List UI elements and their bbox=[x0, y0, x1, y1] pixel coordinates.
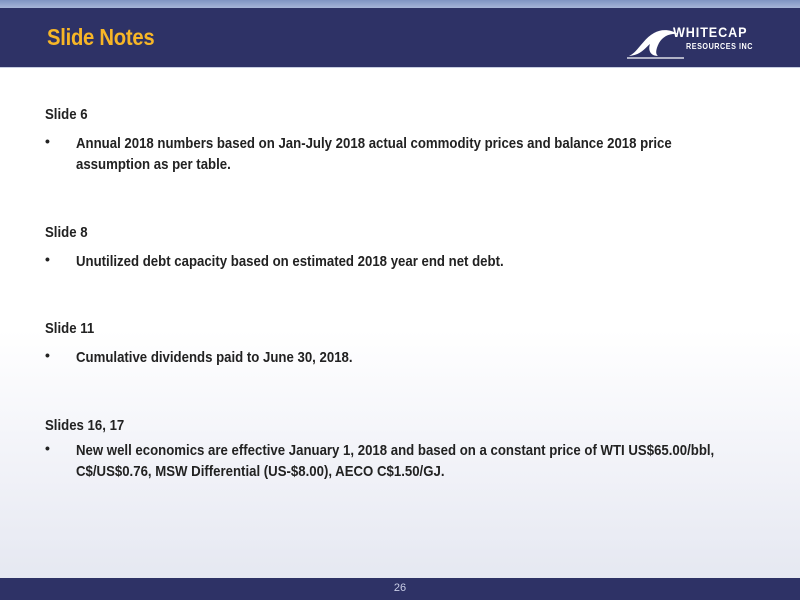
header-band bbox=[0, 8, 800, 68]
note-bullet-slides-16-17 bbox=[45, 440, 765, 482]
section-heading-slide-8: Slide 8 bbox=[45, 224, 88, 241]
note-text: Unutilized debt capacity based on estimated 2018 year end net debt. bbox=[76, 253, 504, 270]
section-heading-slides-16-17: Slides 16, 17 bbox=[45, 417, 125, 434]
bullet-marker: • bbox=[45, 440, 50, 456]
note-bullet-slide-8 bbox=[45, 251, 765, 272]
note-bullet-slide-6 bbox=[45, 133, 765, 175]
section-heading-slide-11: Slide 11 bbox=[45, 320, 95, 337]
bullet-marker: • bbox=[45, 251, 50, 267]
note-text: Cumulative dividends paid to June 30, 2018. bbox=[76, 349, 353, 366]
top-accent-stripe bbox=[0, 0, 800, 8]
company-logo bbox=[626, 21, 762, 63]
note-bullet-slide-11 bbox=[45, 347, 765, 368]
slide-title: Slide Notes bbox=[47, 24, 155, 50]
section-heading-slide-6: Slide 6 bbox=[45, 106, 88, 123]
logo-wordmark: WHITECAP bbox=[673, 24, 748, 40]
bullet-marker: • bbox=[45, 347, 50, 363]
page-number: 26 bbox=[393, 582, 407, 594]
note-text: New well economics are effective January 1, 2018 and based on a constant price of WTI US$65.00/bbl, C$/US$0.76, MSW Differential (US-$8.00), AECO C$1.50/GJ. bbox=[76, 442, 715, 480]
logo-subtitle: RESOURCES INC bbox=[686, 42, 754, 51]
footer-band bbox=[0, 578, 800, 600]
bullet-marker: • bbox=[45, 133, 50, 149]
note-text: Annual 2018 numbers based on Jan-July 2018 actual commodity prices and balance 2018 price assumption as per table. bbox=[76, 135, 672, 173]
